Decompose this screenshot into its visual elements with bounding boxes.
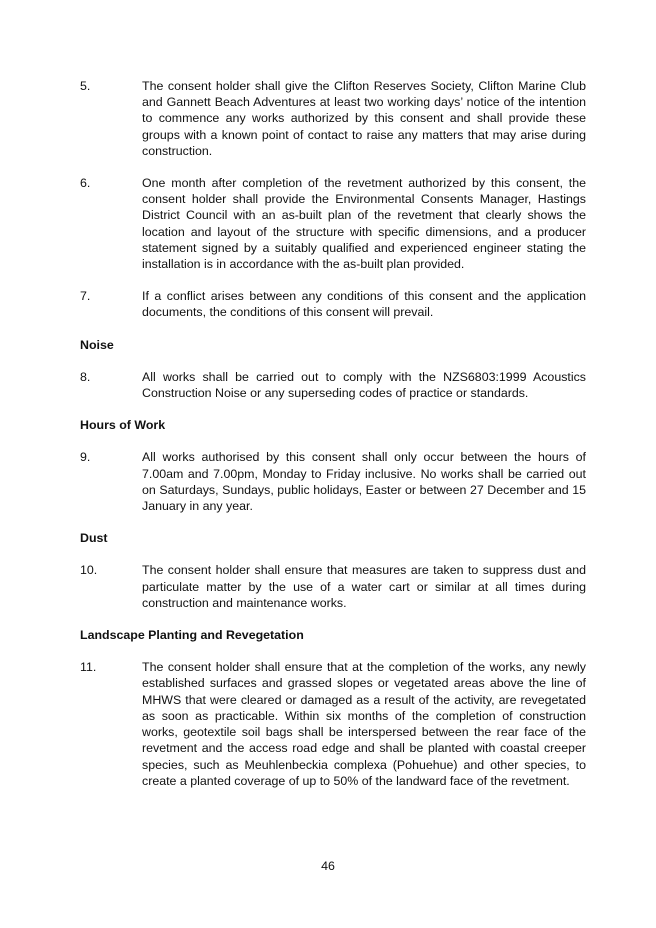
section-heading-dust: Dust [80, 531, 108, 546]
clause-7 [80, 288, 586, 320]
page-number: 46 [321, 859, 335, 873]
clause-text: All works authorised by this consent shall only occur between the hours of 7.00am and 7.00pm, Monday to Friday inclusive. No works shall be carried out on Saturdays, Sundays, public holidays, Easter or between 27 December and 15 January in any year. [142, 450, 586, 514]
clause-number: 6. [80, 176, 91, 191]
section-heading-hours-of-work: Hours of Work [80, 418, 166, 433]
clause-number: 8. [80, 369, 91, 384]
document-body [80, 78, 586, 805]
clause-number: 5. [80, 79, 91, 93]
clause-text: The consent holder shall ensure that measures are taken to suppress dust and particulate matter by the use of a water cart or similar at all times during construction and maintenance works. [142, 563, 586, 610]
section-heading-landscape: Landscape Planting and Revegetation [80, 628, 304, 643]
clause-number: 7. [80, 289, 91, 304]
clause-text: The consent holder shall ensure that at the completion of the works, any newly established surfaces and grassed slopes or vegetated areas above the line of MHWS that were cleared or damaged as a result of the activity, are revegetated as soon as practicable. Within six months of the completion of construction works, geotextile soil bags shall be interspersed between the rear face of the revetment and the access road edge and shall be planted with coastal creeper species, such as Meuhlenbeckia complexa (Pohuehue) and other species, to create a planted coverage of up to 50% of the landward face of the revetment. [142, 660, 586, 788]
clause-6 [80, 175, 586, 272]
clause-number: 10. [80, 563, 98, 578]
clause-text: If a conflict arises between any conditions of this consent and the application documents, the conditions of this consent will prevail. [142, 289, 586, 320]
section-heading-noise: Noise [80, 337, 114, 352]
clause-text: The consent holder shall give the Clifton Reserves Society, Clifton Marine Club and Gannett Beach Adventures at least two working days’ notice of the intention to commence any works authorized by this consent and shall provide these groups with a known point of contact to raise any matters that may arise during construction. [142, 79, 586, 158]
clause-11 [80, 659, 586, 789]
clause-5 [80, 78, 586, 159]
clause-text: One month after completion of the revetment authorized by this consent, the consent holder shall provide the Environmental Consents Manager, Hastings District Council with an as-built plan of the revetment that clearly shows the location and layout of the structure with specific dimensions, and a producer statement signed by a suitably qualified and experienced engineer stating the installation is in accordance with the as-built plan provided. [142, 176, 586, 272]
clause-9 [80, 449, 586, 514]
clause-number: 11. [80, 660, 97, 675]
clause-number: 9. [80, 450, 91, 465]
clause-8 [80, 369, 586, 401]
clause-10 [80, 562, 586, 611]
clause-text: All works shall be carried out to comply with the NZS6803:1999 Acoustics Construction Noise or any superseding codes of practice or standards. [142, 369, 586, 401]
